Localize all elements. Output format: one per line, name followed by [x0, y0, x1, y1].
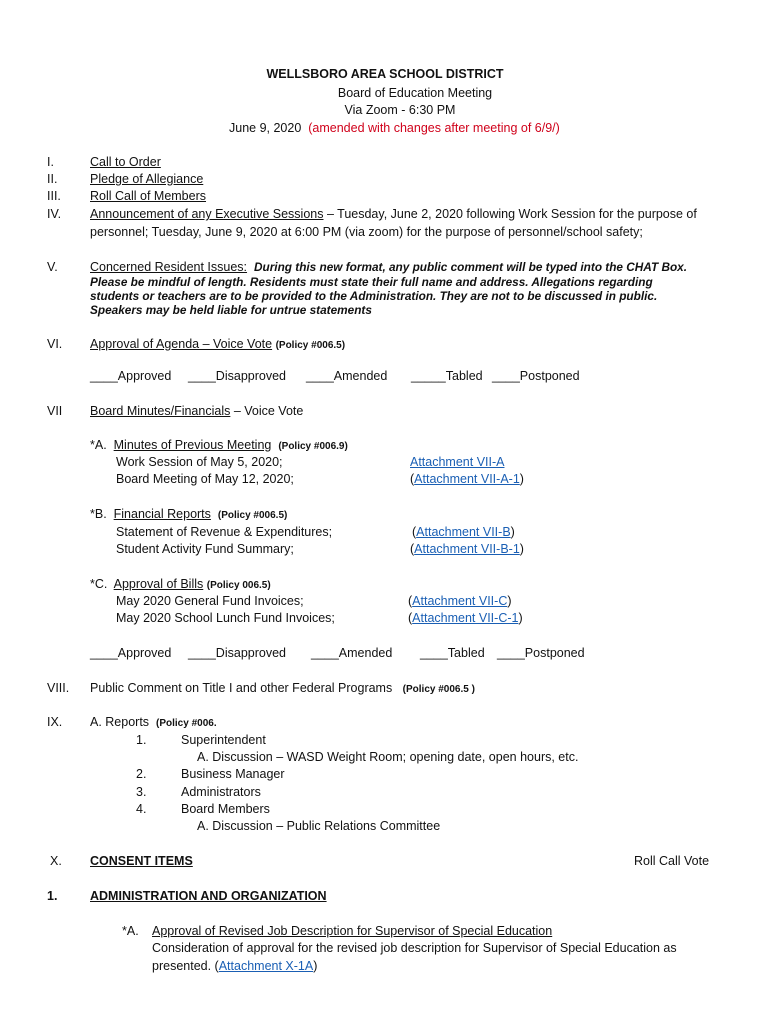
- item-number: IV.: [47, 207, 62, 221]
- meeting-date: June 9, 2020: [229, 121, 302, 135]
- amended-note: (amended with changes after meeting of 6/9/): [308, 121, 560, 135]
- item-agenda-approval: [90, 336, 345, 354]
- attachment-link[interactable]: Attachment X-1A: [218, 959, 314, 973]
- meeting-via: Via Zoom - 6:30 PM: [344, 103, 456, 117]
- report-number: 2.: [136, 767, 147, 781]
- item-number: III.: [47, 189, 61, 203]
- item-number: VIII.: [47, 681, 70, 695]
- bills-row-2: May 2020 School Lunch Fund Invoices;: [116, 611, 335, 625]
- report-business-manager: Business Manager: [181, 767, 285, 781]
- meeting-subtitle: Board of Education Meeting: [337, 86, 493, 100]
- minutes-row-2: Board Meeting of May 12, 2020;: [116, 472, 294, 486]
- item-pledge: Pledge of Allegiance: [90, 172, 204, 186]
- financial-row-1: Statement of Revenue & Expenditures;: [116, 525, 333, 539]
- consent-items-heading: CONSENT ITEMS: [90, 854, 193, 868]
- vote-tabled: _____Tabled: [411, 369, 483, 383]
- attachment-link[interactable]: Attachment VII-A-1: [414, 472, 520, 486]
- attachment-link-wrap: (Attachment VII-A-1): [410, 472, 524, 486]
- resident-issues-text-2: Please be mindful of length. Residents must state their full name and address. Allegations regarding: [90, 275, 653, 289]
- report-superintendent: Superintendent: [181, 733, 266, 747]
- policy-ref: (Policy #006.5 ): [402, 684, 475, 695]
- item-exec-sessions: [90, 206, 697, 223]
- report-board-members: Board Members: [181, 802, 270, 816]
- policy-ref: (Policy 006.5): [206, 580, 271, 591]
- vote-disapproved: ____Disapproved: [188, 369, 286, 383]
- financial-row-2: Student Activity Fund Summary;: [116, 542, 294, 556]
- job-description-text-2: [152, 958, 317, 975]
- financial-reports-label: Financial Reports: [113, 507, 211, 521]
- report-administrators: Administrators: [181, 785, 261, 799]
- item-public-comment: [90, 680, 475, 698]
- vote-amended: ____Amended: [306, 369, 388, 383]
- attachment-link[interactable]: Attachment VII-B-1: [414, 542, 520, 556]
- report-number: 1.: [136, 733, 147, 747]
- report-number: 4.: [136, 802, 147, 816]
- subitem-prefix: *B.: [90, 507, 107, 521]
- job-description-label: Approval of Revised Job Description for Supervisor of Special Education: [152, 924, 553, 938]
- vote-disapproved: ____Disapproved: [188, 646, 286, 660]
- item-number: 1.: [47, 889, 58, 903]
- resident-issues-text: During this new format, any public comment will be typed into the CHAT Box.: [253, 260, 688, 274]
- bills-row-1: May 2020 General Fund Invoices;: [116, 594, 304, 608]
- resident-issues-label: Concerned Resident Issues:: [90, 260, 248, 274]
- item-number: V.: [47, 260, 58, 274]
- report-discussion: A. Discussion – WASD Weight Room; opening date, open hours, etc.: [197, 750, 579, 764]
- attachment-link[interactable]: Attachment VII-B: [416, 525, 511, 539]
- vote-postponed: ____Postponed: [497, 646, 585, 660]
- item-roll-call: Roll Call of Members: [90, 189, 207, 203]
- attachment-link[interactable]: Attachment VII-C-1: [412, 611, 519, 625]
- minutes-row-1: Work Session of May 5, 2020;: [116, 455, 283, 469]
- attachment-link-wrap: [410, 454, 504, 471]
- item-number: II.: [47, 172, 58, 186]
- subitem-bills: [90, 576, 271, 594]
- administration-heading: ADMINISTRATION AND ORGANIZATION: [90, 889, 327, 903]
- exec-sessions-label: Announcement of any Executive Sessions: [90, 207, 324, 221]
- vote-tabled: ____Tabled: [420, 646, 485, 660]
- job-description-pre: presented. (: [152, 959, 219, 973]
- resident-issues-text-3: students or teachers are to be provided to the Administration. They are not to be discussed in public.: [90, 289, 658, 303]
- subitem-prefix: *A.: [90, 438, 107, 452]
- item-reports: [90, 714, 217, 732]
- report-number: 3.: [136, 785, 147, 799]
- policy-ref: (Policy #006.5): [217, 510, 288, 521]
- vote-postponed: ____Postponed: [492, 369, 580, 383]
- item-number: VI.: [47, 337, 63, 351]
- minutes-label: Minutes of Previous Meeting: [113, 438, 272, 452]
- exec-sessions-text-2: personnel; Tuesday, June 9, 2020 at 6:00 PM (via zoom) for the purpose of personnel/school safety;: [90, 225, 643, 239]
- subitem-financial-reports: [90, 506, 287, 524]
- bills-label: Approval of Bills: [113, 577, 204, 591]
- item-number: VII: [47, 404, 63, 418]
- attachment-link[interactable]: Attachment VII-A: [410, 455, 505, 469]
- district-title: WELLSBORO AREA SCHOOL DISTRICT: [266, 67, 504, 81]
- policy-ref: (Policy #006.5): [275, 340, 346, 351]
- vote-approved: ____Approved: [90, 369, 172, 383]
- report-discussion: A. Discussion – Public Relations Committee: [197, 819, 441, 833]
- attachment-link[interactable]: Attachment VII-C: [412, 594, 508, 608]
- item-call-to-order: Call to Order: [90, 155, 161, 169]
- item-number: IX.: [47, 715, 63, 729]
- item-minutes-financials: [90, 403, 303, 420]
- reports-label: A. Reports: [90, 715, 150, 729]
- exec-sessions-text: – Tuesday, June 2, 2020 following Work Session for the purpose of: [323, 207, 697, 221]
- vote-amended: ____Amended: [311, 646, 393, 660]
- attachment-link-wrap: (Attachment VII-B): [412, 525, 515, 539]
- minutes-financials-label: Board Minutes/Financials: [90, 404, 231, 418]
- job-description-post: ): [313, 959, 318, 973]
- public-comment-label: Public Comment on Title I and other Federal Programs: [90, 681, 393, 695]
- subitem-prefix: *C.: [90, 577, 108, 591]
- item-number: I.: [47, 155, 54, 169]
- subitem-minutes: [90, 437, 348, 455]
- roll-call-vote: Roll Call Vote: [634, 854, 710, 868]
- agenda-approval-label: Approval of Agenda – Voice Vote: [90, 337, 273, 351]
- policy-ref: (Policy #006.9): [278, 441, 348, 452]
- minutes-financials-text: – Voice Vote: [230, 404, 304, 418]
- vote-approved: ____Approved: [90, 646, 172, 660]
- attachment-link-wrap: (Attachment VII-B-1): [410, 542, 524, 556]
- subitem-prefix: *A.: [122, 924, 139, 938]
- attachment-link-wrap: (Attachment VII-C): [408, 594, 512, 608]
- job-description-text: Consideration of approval for the revised job description for Supervisor of Special Education as: [152, 941, 677, 955]
- meeting-date-line: [229, 120, 560, 137]
- resident-issues-text-4: Speakers may be held liable for untrue statements: [90, 303, 372, 317]
- policy-ref: (Policy #006.: [156, 718, 217, 729]
- attachment-link-wrap: (Attachment VII-C-1): [408, 611, 523, 625]
- item-number: X.: [50, 854, 62, 868]
